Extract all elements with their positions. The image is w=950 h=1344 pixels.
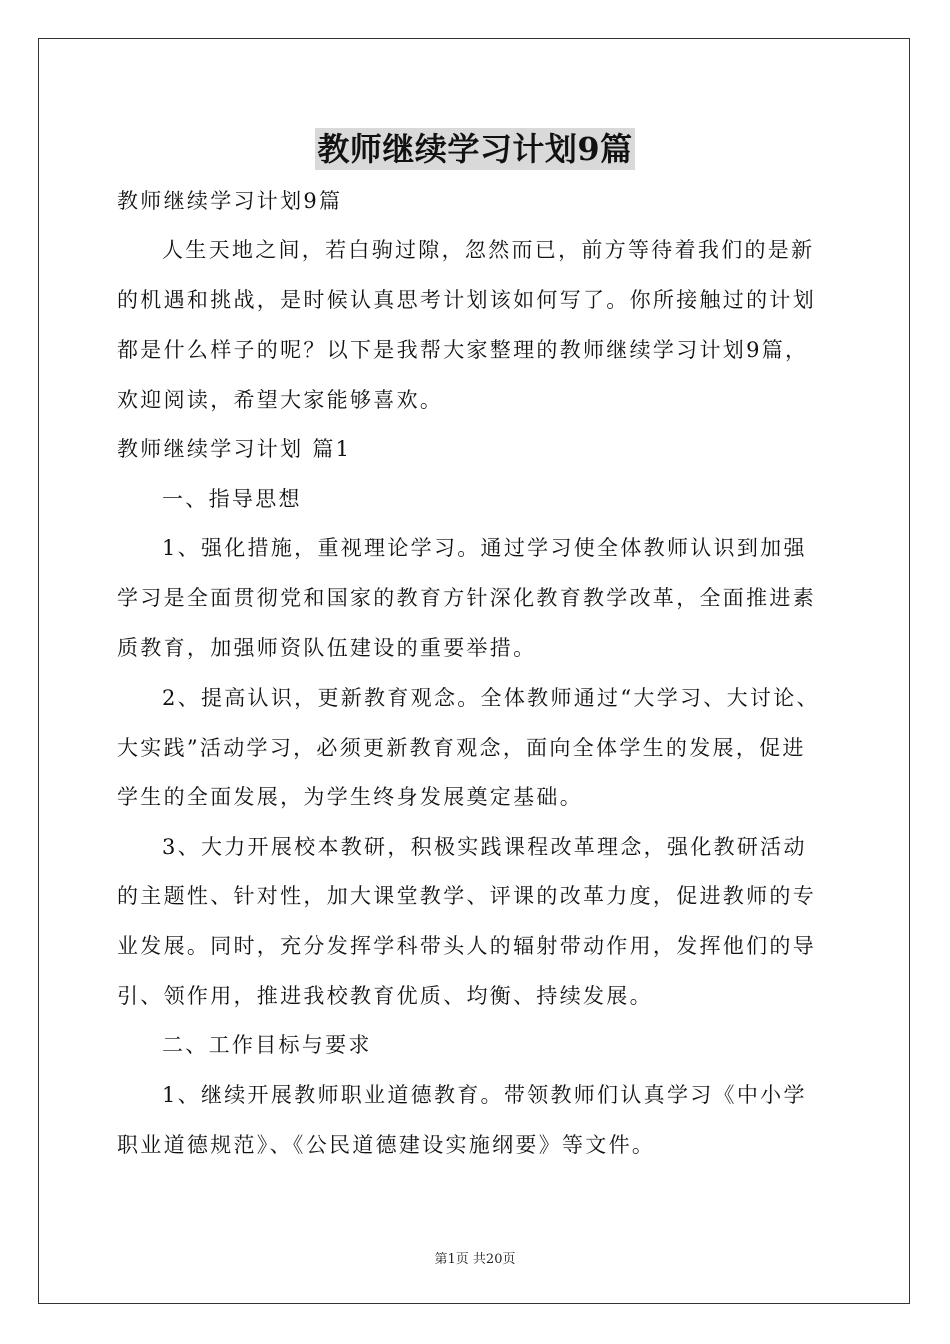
subsection-heading: 一、指导思想 xyxy=(162,487,302,511)
page-border xyxy=(38,38,910,1304)
page-number-footer: 第1页 共20页 xyxy=(434,1252,516,1267)
paragraph-line: 的机遇和挑战，是时候认真思考计划该如何写了。你所接触过的计划 xyxy=(117,288,816,312)
paragraph-line: 学生的全面发展，为学生终身发展奠定基础。 xyxy=(117,785,583,809)
paragraph-line: 业发展。同时，充分发挥学科带头人的辐射带动作用，发挥他们的导 xyxy=(117,934,816,958)
paragraph-line: 3、大力开展校本教研，积极实践课程改革理念，强化教研活动 xyxy=(162,835,807,859)
paragraph-line: 大实践”活动学习，必须更新教育观念，面向全体学生的发展，促进 xyxy=(117,736,806,760)
paragraph-line: 2、提高认识，更新教育观念。全体教师通过“大学习、大讨论、 xyxy=(162,686,820,710)
paragraph-line: 1、强化措施，重视理论学习。通过学习使全体教师认识到加强 xyxy=(162,536,807,560)
paragraph-line: 的主题性、针对性，加大课堂教学、评课的改革力度，促进教师的专 xyxy=(117,884,816,908)
paragraph-line: 都是什么样子的呢？以下是我帮大家整理的教师继续学习计划9篇， xyxy=(117,338,809,362)
title-container xyxy=(0,128,950,170)
paragraph-line: 欢迎阅读，希望大家能够喜欢。 xyxy=(117,388,444,412)
paragraph-line: 学习是全面贯彻党和国家的教育方针深化教育教学改革，全面推进素 xyxy=(117,586,816,610)
document-title: 教师继续学习计划9篇 xyxy=(317,130,633,168)
paragraph-line: 1、继续开展教师职业道德教育。带领教师们认真学习《中小学 xyxy=(162,1083,807,1107)
subtitle-line: 教师继续学习计划9篇 xyxy=(117,189,343,213)
paragraph-line: 引、领作用，推进我校教育优质、均衡、持续发展。 xyxy=(117,984,653,1008)
section-heading: 教师继续学习计划 篇1 xyxy=(117,437,352,461)
paragraph-line: 质教育，加强师资队伍建设的重要举措。 xyxy=(117,636,537,660)
paragraph-line: 职业道德规范》、《公民道德建设实施纲要》等文件。 xyxy=(117,1133,656,1157)
paragraph-line: 人生天地之间，若白驹过隙，忽然而已，前方等待着我们的是新 xyxy=(162,238,815,262)
subsection-heading: 二、工作目标与要求 xyxy=(162,1033,372,1057)
